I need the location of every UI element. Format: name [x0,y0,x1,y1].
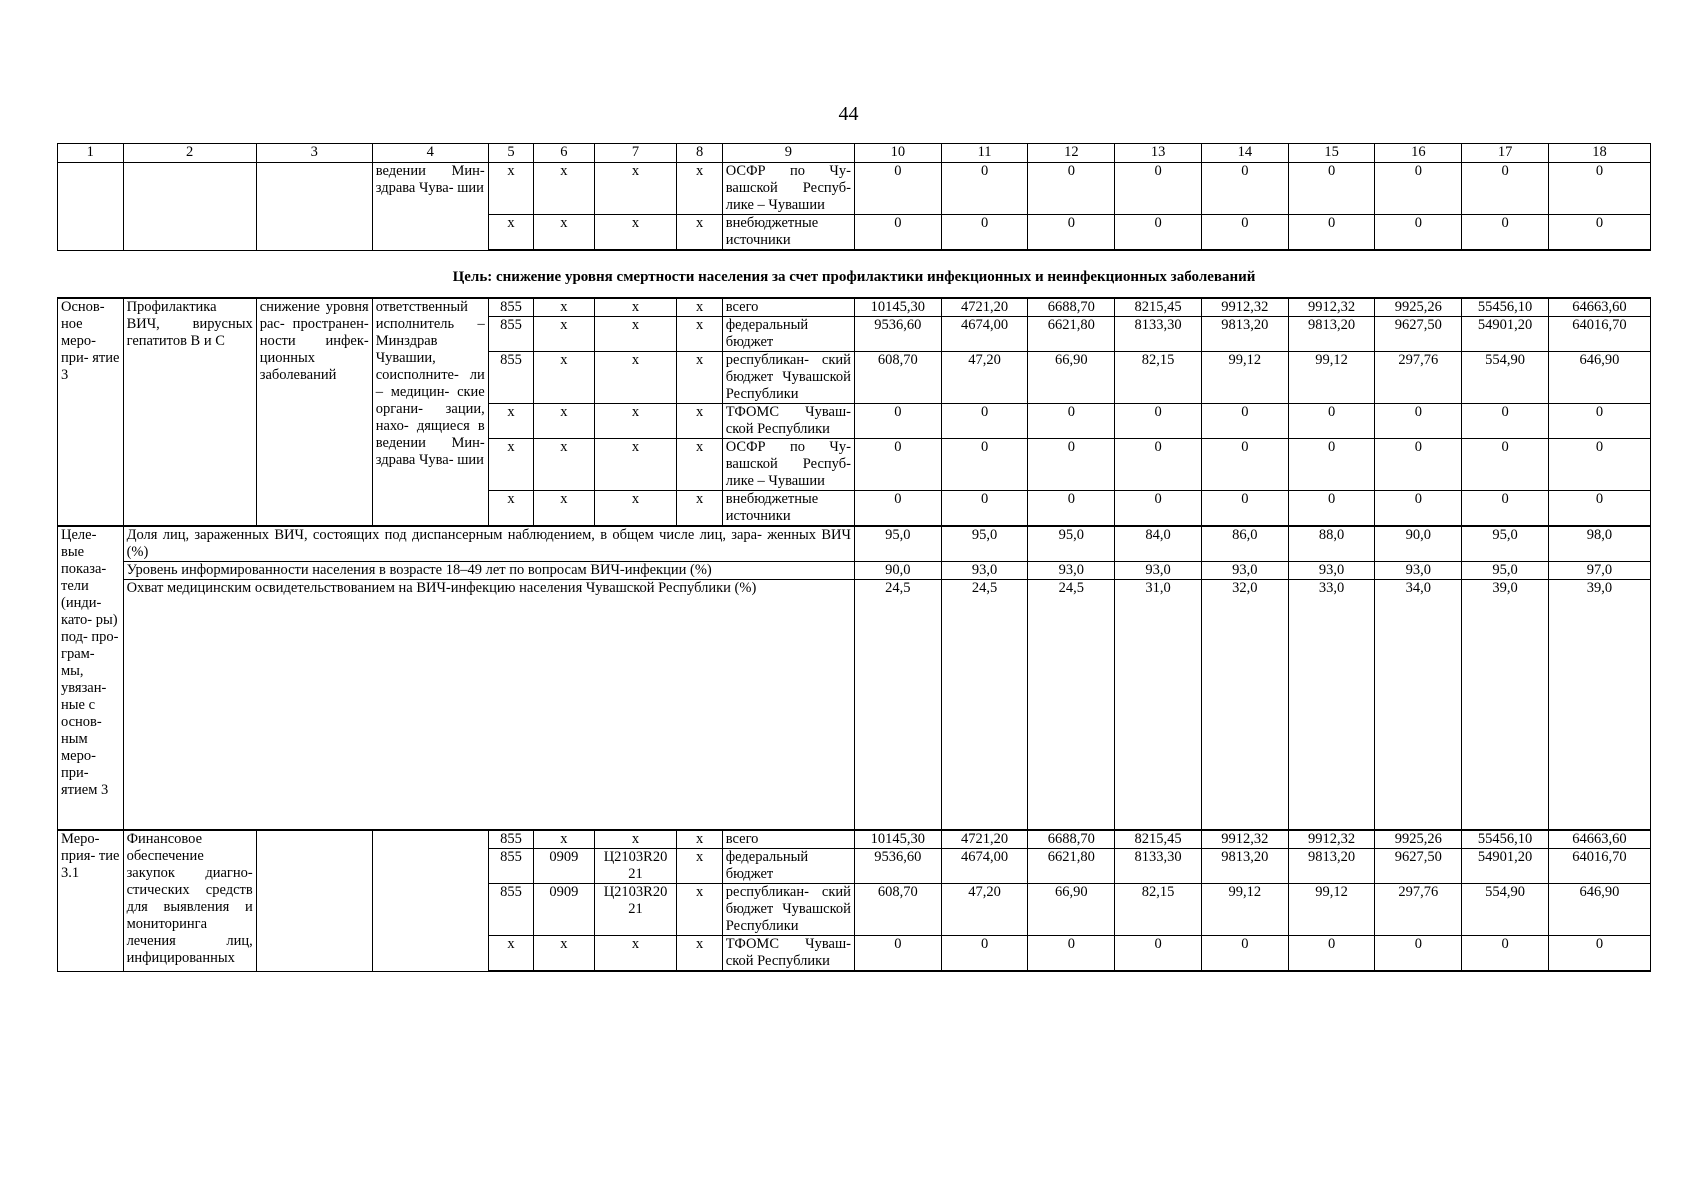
cell-target-article: x [594,317,677,352]
cell-expense-group: x [677,830,722,849]
cell-value: 0 [854,491,941,527]
cell-expense-group: x [677,439,722,491]
cell-value: 0 [1115,404,1202,439]
indicator-value: 95,0 [854,526,941,562]
indicator-value: 24,5 [941,580,1028,831]
cell-admin-code: x [488,215,533,251]
activity-purpose [256,830,372,971]
cell-section: x [534,830,595,849]
cell-value: 0 [1375,439,1462,491]
cell-value: 9925,26 [1375,298,1462,317]
activity-purpose: снижение уровня рас- пространен- ности инфек- ционных заболеваний [256,298,372,526]
column-number: 8 [677,144,722,163]
cell-value: 0 [941,215,1028,251]
column-number: 13 [1115,144,1202,163]
cell-value: 99,12 [1288,884,1375,936]
cell-value: 47,20 [941,352,1028,404]
indicator-value: 93,0 [1288,562,1375,580]
cell-target-article: x [594,491,677,527]
cell-executor: ведении Мин- здрава Чува- шии [372,163,488,251]
cell-value: 4674,00 [941,317,1028,352]
cell-funding-source: всего [722,830,854,849]
indicator-value: 95,0 [941,526,1028,562]
cell-value: 10145,30 [854,830,941,849]
cell-value: 99,12 [1201,884,1288,936]
activity-label: Меро- прия- тие 3.1 [58,830,124,971]
indicator-value: 93,0 [1375,562,1462,580]
indicator-row [58,562,1651,580]
cell-empty [256,163,372,251]
cell-value: 0 [1548,439,1650,491]
cell-value: 0 [1115,936,1202,972]
cell-value: 0 [1115,491,1202,527]
cell-target-article: Ц2103R20 21 [594,849,677,884]
cell-value: 0 [1115,439,1202,491]
cell-value: 64663,60 [1548,298,1650,317]
cell-admin-code: x [488,404,533,439]
cell-value: 0 [854,404,941,439]
cell-value: 0 [1462,439,1549,491]
indicators-label: Целе- вые показа- тели (инди- като- ры) под- про- грам- мы, увязан- ные с основ- ным меро- при- ятием 3 [58,526,124,830]
cell-funding-source: ТФОМС Чуваш- ской Республики [722,404,854,439]
indicator-value: 98,0 [1548,526,1650,562]
cell-value: 0 [941,439,1028,491]
cell-value: 9912,32 [1201,298,1288,317]
cell-section: x [534,298,595,317]
cell-value: 6688,70 [1028,298,1115,317]
cell-expense-group: x [677,317,722,352]
cell-funding-source: всего [722,298,854,317]
cell-value: 55456,10 [1462,298,1549,317]
cell-target-article: Ц2103R20 21 [594,884,677,936]
cell-expense-group: x [677,404,722,439]
cell-admin-code: x [488,936,533,972]
cell-value: 0 [1288,936,1375,972]
cell-section: x [534,936,595,972]
cell-value: 554,90 [1462,884,1549,936]
cell-section: x [534,491,595,527]
cell-target-article: x [594,936,677,972]
cell-value: 0 [941,163,1028,215]
cell-value: 55456,10 [1462,830,1549,849]
cell-value: 0 [1548,163,1650,215]
cell-value: 9627,50 [1375,849,1462,884]
cell-admin-code: 855 [488,298,533,317]
indicator-text: Охват медицинским освидетельствованием на ВИЧ-инфекцию населения Чувашской Республики (%) [123,580,854,831]
indicator-value: 88,0 [1288,526,1375,562]
indicator-value: 90,0 [854,562,941,580]
column-number: 9 [722,144,854,163]
cell-value: 4721,20 [941,298,1028,317]
cell-value: 0 [1028,163,1115,215]
cell-value: 9912,32 [1201,830,1288,849]
cell-value: 9912,32 [1288,298,1375,317]
indicator-value: 93,0 [1115,562,1202,580]
cell-value: 0 [1201,215,1288,251]
cell-target-article: x [594,163,677,215]
cell-value: 0 [1028,404,1115,439]
cell-value: 0 [1375,163,1462,215]
cell-value: 0 [941,936,1028,972]
cell-value: 0 [1375,404,1462,439]
cell-value: 0 [1115,215,1202,251]
indicator-value: 84,0 [1115,526,1202,562]
cell-value: 608,70 [854,884,941,936]
table-row [58,298,1651,317]
column-number: 6 [534,144,595,163]
cell-value: 0 [1288,439,1375,491]
cell-value: 8215,45 [1115,830,1202,849]
cell-funding-source: федеральный бюджет [722,317,854,352]
cell-value: 0 [1548,215,1650,251]
column-number: 3 [256,144,372,163]
cell-funding-source: внебюджетные источники [722,215,854,251]
cell-value: 0 [1548,491,1650,527]
indicator-value: 95,0 [1462,562,1549,580]
indicator-value: 93,0 [1201,562,1288,580]
cell-value: 54901,20 [1462,849,1549,884]
cell-value: 9536,60 [854,317,941,352]
cell-section: 0909 [534,849,595,884]
cell-section: x [534,317,595,352]
indicator-value: 97,0 [1548,562,1650,580]
indicator-value: 86,0 [1201,526,1288,562]
indicator-value: 90,0 [1375,526,1462,562]
cell-value: 6621,80 [1028,849,1115,884]
cell-target-article: x [594,830,677,849]
column-number: 12 [1028,144,1115,163]
cell-value: 9813,20 [1288,317,1375,352]
column-number: 5 [488,144,533,163]
cell-value: 64663,60 [1548,830,1650,849]
cell-admin-code: 855 [488,830,533,849]
cell-section: 0909 [534,884,595,936]
indicator-value: 31,0 [1115,580,1202,831]
cell-value: 9813,20 [1201,849,1288,884]
indicator-value: 24,5 [854,580,941,831]
cell-value: 9536,60 [854,849,941,884]
cell-funding-source: республикан- ский бюджет Чувашской Республики [722,884,854,936]
cell-value: 6621,80 [1028,317,1115,352]
header-row [58,144,1651,163]
cell-value: 608,70 [854,352,941,404]
cell-value: 82,15 [1115,352,1202,404]
cell-section: x [534,163,595,215]
cell-value: 0 [854,439,941,491]
cell-admin-code: 855 [488,352,533,404]
cell-value: 0 [1462,404,1549,439]
activity-executor: ответственный исполнитель – Минздрав Чувашии, соисполните- ли – медицин- ские органи- зации, нахо- дящиеся в ведении Мин- здрава Чува- шии [372,298,488,526]
cell-value: 4674,00 [941,849,1028,884]
cell-value: 0 [1288,404,1375,439]
cell-target-article: x [594,404,677,439]
cell-value: 0 [1288,215,1375,251]
table-row [58,830,1651,849]
cell-value: 0 [854,163,941,215]
cell-funding-source: федеральный бюджет [722,849,854,884]
cell-funding-source: внебюджетные источники [722,491,854,527]
cell-target-article: x [594,298,677,317]
cell-value: 0 [854,936,941,972]
activity-name: Профилактика ВИЧ, вирусных гепатитов В и С [123,298,256,526]
indicator-value: 32,0 [1201,580,1288,831]
cell-value: 646,90 [1548,352,1650,404]
activity-name: Финансовое обеспечение закупок диагно- стических средств для выявления и мониторинга лечения лиц, инфицированных [123,830,256,971]
cell-admin-code: x [488,439,533,491]
indicator-row [58,580,1651,831]
cell-empty [58,163,124,251]
cell-value: 0 [1462,163,1549,215]
cell-value: 0 [1201,491,1288,527]
goal-title: Цель: снижение уровня смертности населения за счет профилактики инфекционных и неинфекционных заболеваний [58,250,1651,298]
cell-value: 0 [1288,491,1375,527]
cell-value: 64016,70 [1548,317,1650,352]
cell-section: x [534,215,595,251]
cell-target-article: x [594,439,677,491]
cell-value: 0 [1375,215,1462,251]
activity-label: Основ- ное меро- при- ятие 3 [58,298,124,526]
cell-value: 99,12 [1201,352,1288,404]
cell-section: x [534,352,595,404]
cell-value: 0 [1548,404,1650,439]
cell-value: 0 [1201,439,1288,491]
indicator-value: 39,0 [1462,580,1549,831]
column-number: 10 [854,144,941,163]
cell-value: 554,90 [1462,352,1549,404]
table-body [58,144,1651,972]
column-number: 11 [941,144,1028,163]
column-number: 14 [1201,144,1288,163]
cell-value: 646,90 [1548,884,1650,936]
cell-value: 0 [1375,936,1462,972]
cell-funding-source: республикан- ский бюджет Чувашской Республики [722,352,854,404]
cell-value: 0 [941,491,1028,527]
cell-value: 9912,32 [1288,830,1375,849]
indicator-value: 33,0 [1288,580,1375,831]
cell-value: 0 [1028,439,1115,491]
program-table [57,143,1651,972]
cell-value: 47,20 [941,884,1028,936]
cell-value: 0 [1115,163,1202,215]
cell-value: 0 [1028,936,1115,972]
cell-section: x [534,404,595,439]
cell-value: 0 [1201,936,1288,972]
cell-expense-group: x [677,849,722,884]
cell-value: 6688,70 [1028,830,1115,849]
cell-funding-source: ОСФР по Чу- вашской Респуб- лике – Чувашии [722,163,854,215]
cell-value: 54901,20 [1462,317,1549,352]
cell-value: 297,76 [1375,352,1462,404]
cell-admin-code: x [488,163,533,215]
indicator-value: 93,0 [1028,562,1115,580]
cell-value: 66,90 [1028,884,1115,936]
cell-expense-group: x [677,215,722,251]
cell-value: 8133,30 [1115,317,1202,352]
cell-expense-group: x [677,163,722,215]
cell-value: 297,76 [1375,884,1462,936]
cell-value: 10145,30 [854,298,941,317]
column-number: 2 [123,144,256,163]
cell-expense-group: x [677,352,722,404]
cell-admin-code: 855 [488,317,533,352]
indicator-value: 95,0 [1028,526,1115,562]
cell-value: 8133,30 [1115,849,1202,884]
indicator-row [58,526,1651,562]
column-number: 7 [594,144,677,163]
cell-value: 0 [1028,491,1115,527]
cell-value: 0 [1201,163,1288,215]
cell-value: 9813,20 [1201,317,1288,352]
cell-value: 0 [1028,215,1115,251]
column-number: 16 [1375,144,1462,163]
cell-value: 9627,50 [1375,317,1462,352]
cell-expense-group: x [677,491,722,527]
cell-funding-source: ТФОМС Чуваш- ской Республики [722,936,854,972]
goal-row [58,250,1651,298]
cell-value: 66,90 [1028,352,1115,404]
cell-expense-group: x [677,936,722,972]
cell-target-article: x [594,215,677,251]
cell-value: 9813,20 [1288,849,1375,884]
cell-value: 0 [1548,936,1650,972]
indicator-value: 39,0 [1548,580,1650,831]
cell-expense-group: x [677,298,722,317]
column-number: 1 [58,144,124,163]
cell-section: x [534,439,595,491]
indicator-value: 34,0 [1375,580,1462,831]
cell-value: 0 [1288,163,1375,215]
cell-value: 9925,26 [1375,830,1462,849]
column-number: 17 [1462,144,1549,163]
cell-value: 0 [1462,936,1549,972]
column-number: 18 [1548,144,1650,163]
indicator-value: 93,0 [941,562,1028,580]
cell-admin-code: 855 [488,884,533,936]
indicator-value: 95,0 [1462,526,1549,562]
cell-target-article: x [594,352,677,404]
cell-value: 64016,70 [1548,849,1650,884]
activity-executor [372,830,488,971]
cell-empty [123,163,256,251]
cell-value: 0 [941,404,1028,439]
indicator-text: Уровень информированности населения в возрасте 18–49 лет по вопросам ВИЧ-инфекции (%) [123,562,854,580]
page-number: 44 [838,103,859,125]
column-number: 15 [1288,144,1375,163]
cell-value: 0 [854,215,941,251]
cell-value: 0 [1462,215,1549,251]
column-number: 4 [372,144,488,163]
cell-value: 82,15 [1115,884,1202,936]
cell-value: 99,12 [1288,352,1375,404]
cell-expense-group: x [677,884,722,936]
cell-funding-source: ОСФР по Чу- вашской Респуб- лике – Чувашии [722,439,854,491]
cell-admin-code: x [488,491,533,527]
cell-value: 0 [1375,491,1462,527]
cell-value: 0 [1201,404,1288,439]
cell-value: 0 [1462,491,1549,527]
cell-value: 8215,45 [1115,298,1202,317]
table-row [58,163,1651,215]
cell-admin-code: 855 [488,849,533,884]
cell-value: 4721,20 [941,830,1028,849]
indicator-value: 24,5 [1028,580,1115,831]
indicator-text: Доля лиц, зараженных ВИЧ, состоящих под диспансерным наблюдением, в общем числе лиц, зара- женных ВИЧ (%) [123,526,854,562]
